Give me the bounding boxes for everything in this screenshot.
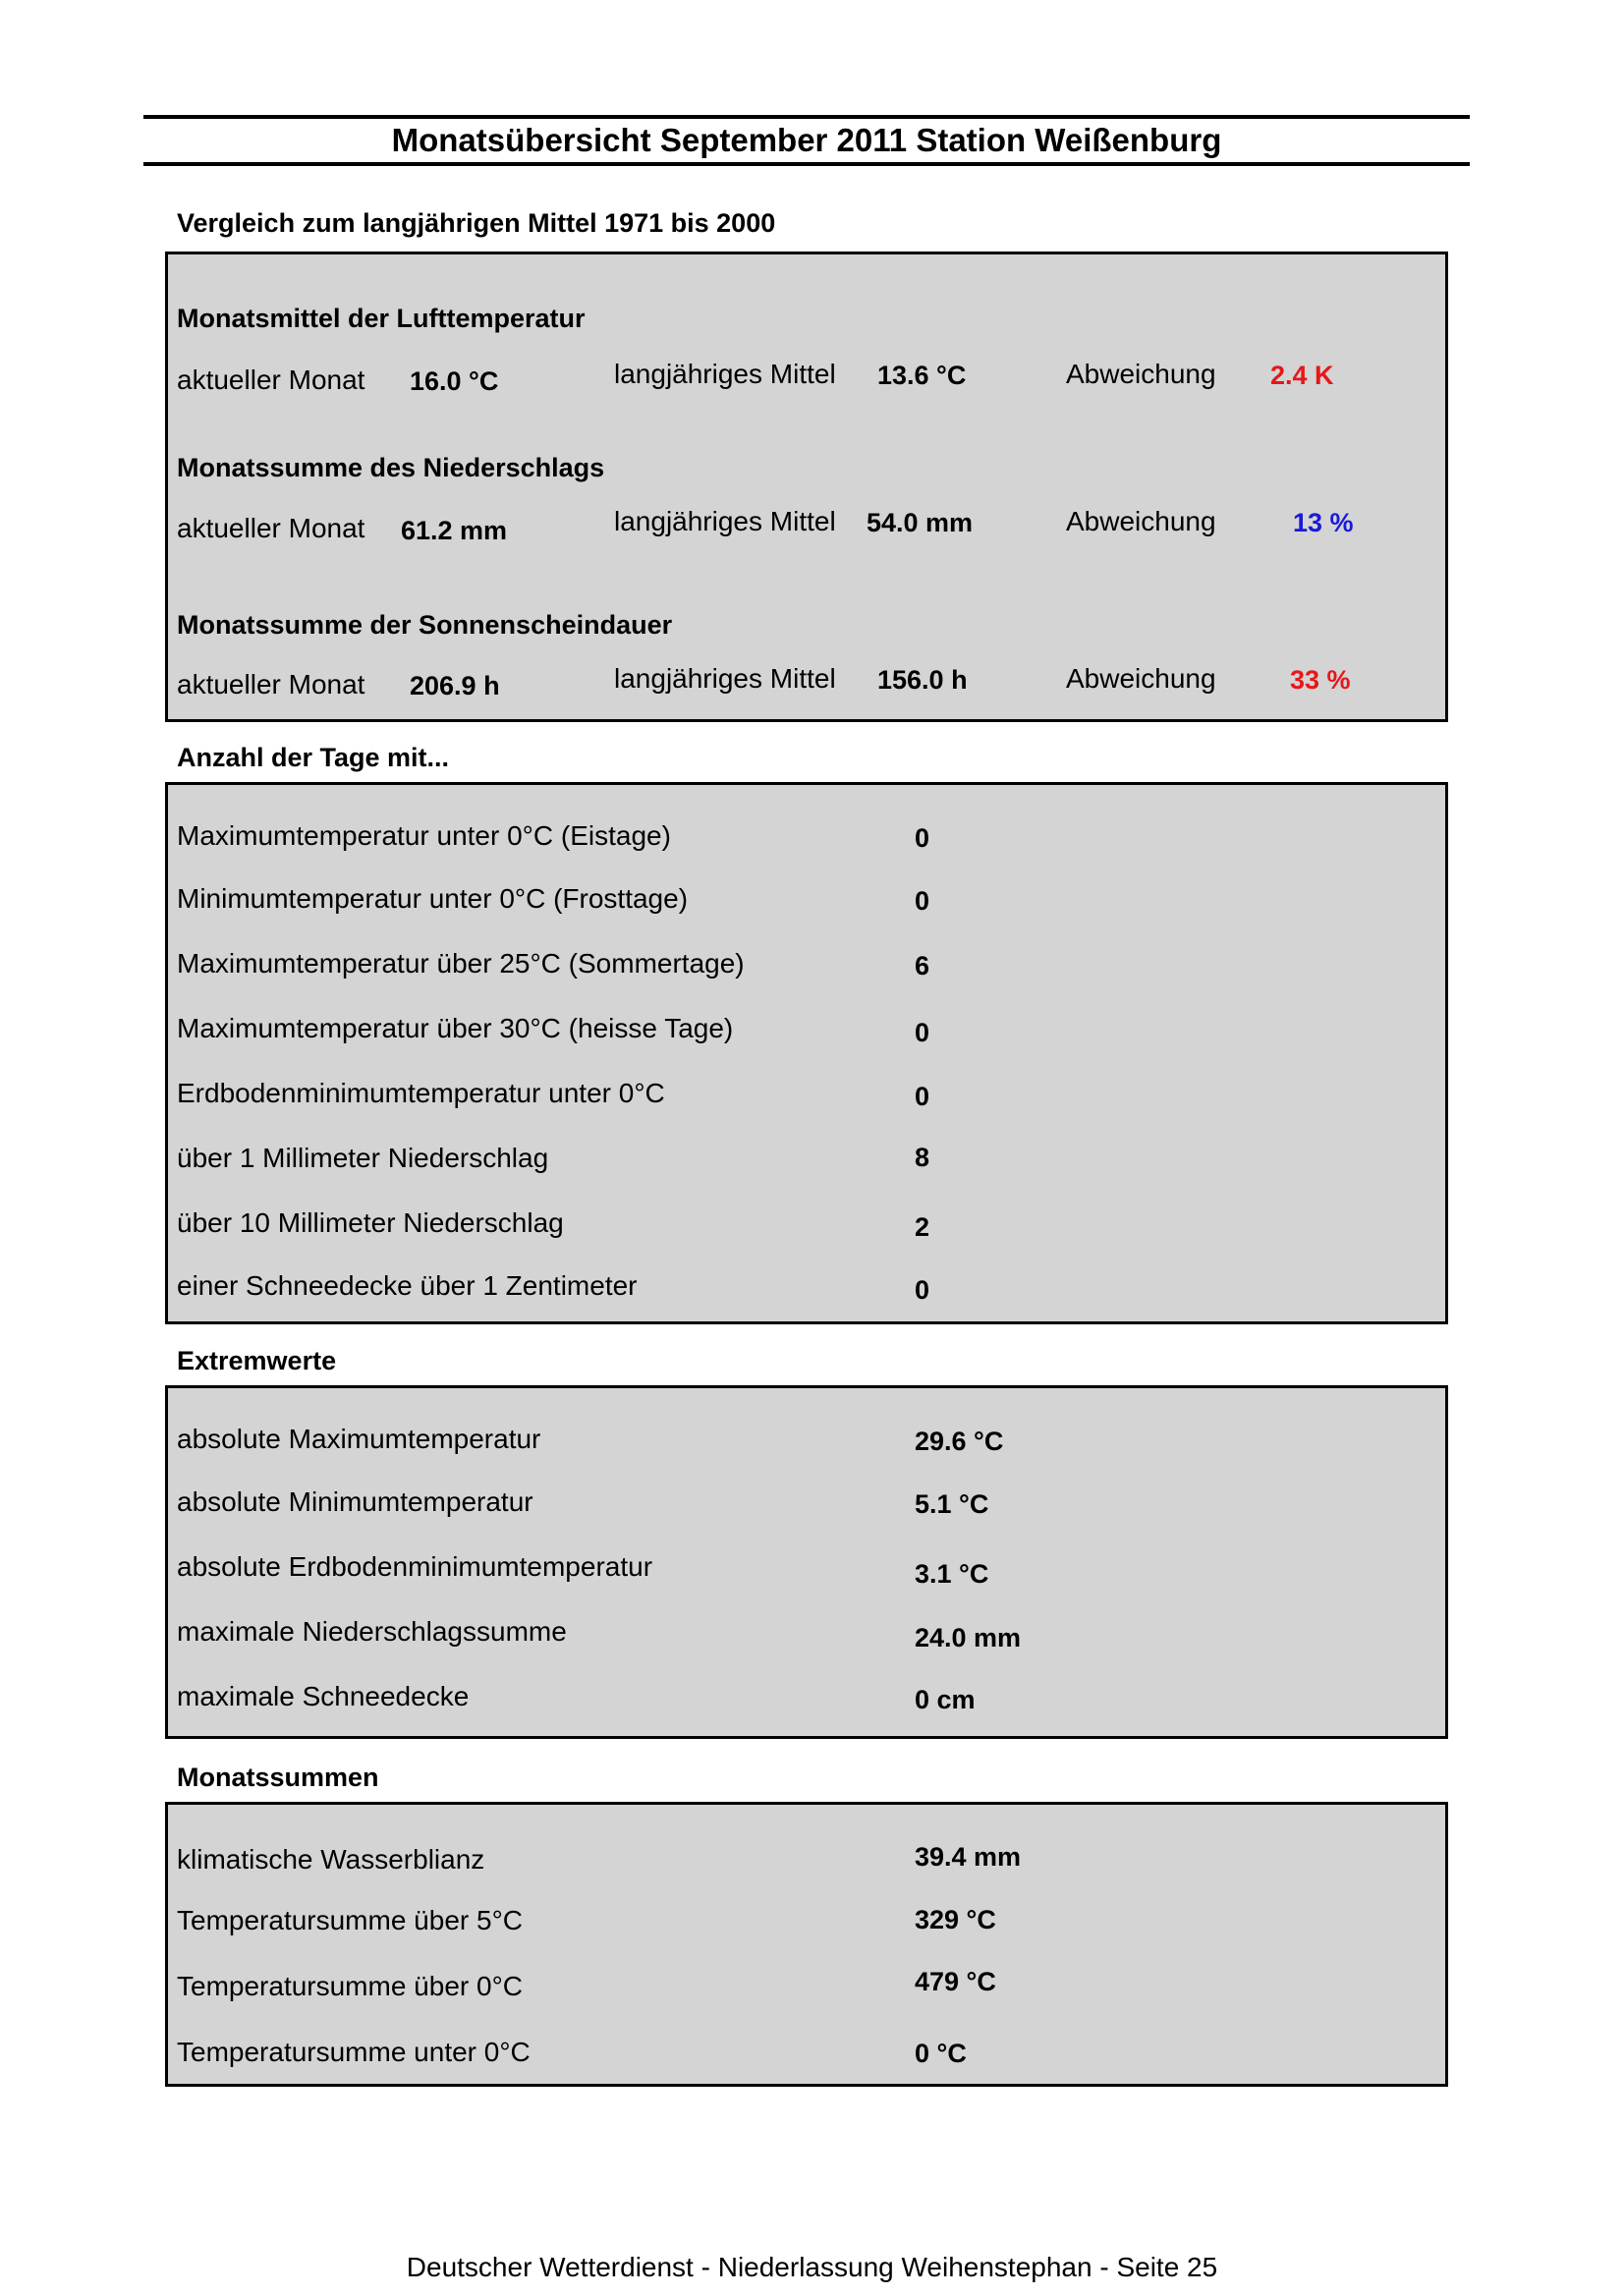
precipitation-current-value: 61.2 mm <box>401 516 508 545</box>
precipitation-heading: Monatssumme des Niederschlags <box>177 453 605 482</box>
temperature-current-label: aktueller Monat <box>177 364 365 395</box>
precipitation-current-label: aktueller Monat <box>177 513 365 543</box>
extremes-label: absolute Minimumtemperatur <box>177 1486 533 1517</box>
extremes-label: absolute Maximumtemperatur <box>177 1424 541 1454</box>
sums-heading: Monatssummen <box>177 1763 379 1792</box>
extremes-label: absolute Erdbodenminimumtemperatur <box>177 1551 653 1582</box>
page-footer: Deutscher Wetterdienst - Niederlassung Weihenstephan - Seite 25 <box>406 2252 1218 2282</box>
sunshine-deviation-value: 33 % <box>1290 665 1351 695</box>
sums-value: 329 °C <box>915 1905 996 1934</box>
comparison-box <box>165 252 1448 722</box>
sums-label: Temperatursumme über 0°C <box>177 1971 523 2001</box>
page-title: Monatsübersicht September 2011 Station Weißenburg <box>143 115 1470 166</box>
temperature-deviation-value: 2.4 K <box>1270 361 1334 390</box>
sums-label: Temperatursumme über 5°C <box>177 1905 523 1935</box>
extremes-value: 24.0 mm <box>915 1623 1022 1652</box>
precipitation-mean-label: langjähriges Mittel <box>614 506 836 536</box>
temperature-mean-label: langjähriges Mittel <box>614 359 836 389</box>
temperature-mean-value: 13.6 °C <box>877 361 967 390</box>
sums-label: Temperatursumme unter 0°C <box>177 2037 531 2067</box>
precipitation-deviation-label: Abweichung <box>1066 506 1216 536</box>
days-label: einer Schneedecke über 1 Zentimeter <box>177 1270 638 1301</box>
days-value: 0 <box>915 823 930 853</box>
extremes-value: 29.6 °C <box>915 1427 1004 1456</box>
temperature-deviation-label: Abweichung <box>1066 359 1216 389</box>
temperature-heading: Monatsmittel der Lufttemperatur <box>177 304 586 333</box>
days-label: über 10 Millimeter Niederschlag <box>177 1207 564 1238</box>
days-label: Erdbodenminimumtemperatur unter 0°C <box>177 1078 665 1108</box>
extremes-value: 3.1 °C <box>915 1559 989 1589</box>
precipitation-deviation-value: 13 % <box>1293 508 1354 537</box>
days-label: Maximumtemperatur über 25°C (Sommertage) <box>177 948 745 979</box>
days-value: 2 <box>915 1212 930 1242</box>
sums-value: 39.4 mm <box>915 1842 1022 1872</box>
days-label: über 1 Millimeter Niederschlag <box>177 1143 549 1173</box>
extremes-box <box>165 1385 1448 1739</box>
sums-value: 479 °C <box>915 1967 996 1996</box>
sums-box <box>165 1802 1448 2087</box>
sunshine-heading: Monatssumme der Sonnenscheindauer <box>177 610 673 640</box>
days-value: 0 <box>915 1018 930 1047</box>
sunshine-mean-value: 156.0 h <box>877 665 968 695</box>
days-box <box>165 782 1448 1324</box>
extremes-label: maximale Niederschlagssumme <box>177 1616 567 1647</box>
extremes-label: maximale Schneedecke <box>177 1681 470 1711</box>
precipitation-mean-value: 54.0 mm <box>867 508 974 537</box>
comparison-heading: Vergleich zum langjährigen Mittel 1971 bis 2000 <box>177 208 776 238</box>
days-value: 8 <box>915 1143 930 1172</box>
days-value: 0 <box>915 1082 930 1111</box>
sunshine-current-value: 206.9 h <box>410 671 500 700</box>
extremes-value: 5.1 °C <box>915 1489 989 1519</box>
days-value: 6 <box>915 951 930 980</box>
sums-value: 0 °C <box>915 2039 967 2068</box>
days-value: 0 <box>915 886 930 916</box>
sunshine-deviation-label: Abweichung <box>1066 663 1216 694</box>
extremes-heading: Extremwerte <box>177 1346 337 1375</box>
extremes-value: 0 cm <box>915 1685 976 1714</box>
days-heading: Anzahl der Tage mit... <box>177 743 450 772</box>
temperature-current-value: 16.0 °C <box>410 366 499 396</box>
days-label: Maximumtemperatur unter 0°C (Eistage) <box>177 820 671 851</box>
sunshine-current-label: aktueller Monat <box>177 669 365 700</box>
sums-label: klimatische Wasserblianz <box>177 1844 485 1875</box>
days-label: Minimumtemperatur unter 0°C (Frosttage) <box>177 883 689 914</box>
days-value: 0 <box>915 1275 930 1305</box>
days-label: Maximumtemperatur über 30°C (heisse Tage) <box>177 1013 734 1043</box>
sunshine-mean-label: langjähriges Mittel <box>614 663 836 694</box>
